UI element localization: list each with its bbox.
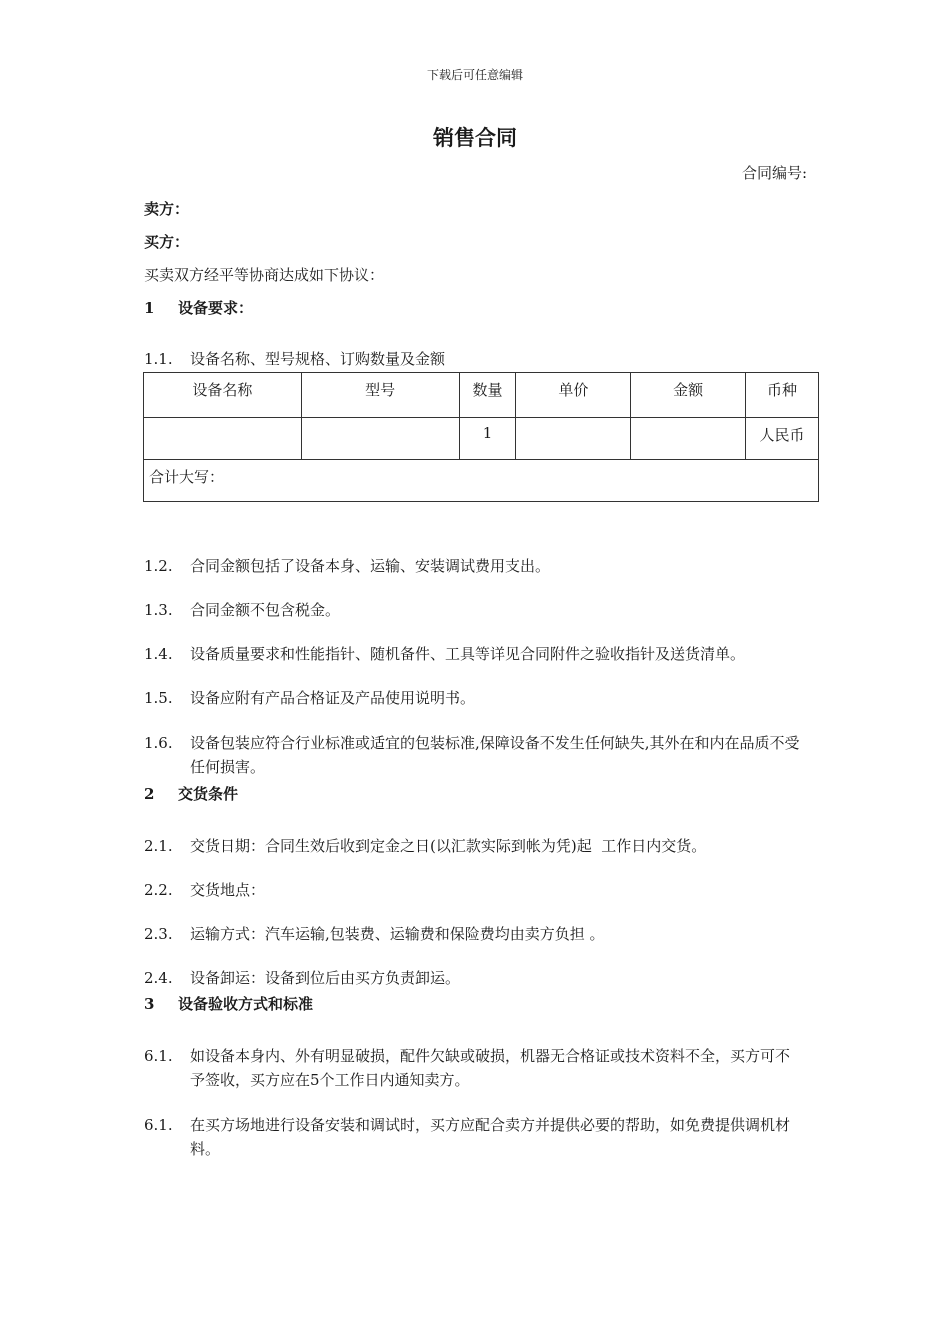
clause-item	[144, 642, 824, 666]
clause-text: 如设备本身内、外有明显破损，配件欠缺或破损，机器无合格证或技术资料不全，买方可不予签收，买方应在5个工作日内通知卖方。	[190, 1047, 791, 1089]
clause-text: 合同金额包括了设备本身、运输、安装调试费用支出。	[190, 557, 551, 575]
clause-text: 设备质量要求和性能指针、随机备件、工具等详见合同附件之验收指针及送货清单。	[190, 645, 746, 663]
clause-text: 设备卸运：设备到位后由买方负责卸运。	[190, 969, 461, 987]
clause-number: 1.2.	[144, 557, 173, 575]
clause-item	[144, 598, 824, 622]
section-heading	[144, 993, 313, 1014]
clause-item	[144, 834, 824, 858]
section-number: 2	[144, 785, 155, 803]
table-header-cell: 型号	[301, 373, 459, 418]
total-amount-label: 合计大写：	[144, 460, 819, 502]
table-cell	[516, 418, 631, 460]
clause-text: 在买方场地进行设备安装和调试时，买方应配合卖方并提供必要的帮助，如免费提供调机材料。	[190, 1116, 791, 1158]
table-cell	[144, 418, 302, 460]
clause-item	[144, 554, 824, 578]
clause-text: 设备应附有产品合格证及产品使用说明书。	[190, 689, 476, 707]
clause-text: 交货地点：	[190, 881, 266, 899]
table-total-row	[144, 460, 819, 502]
seller-label: 卖方：	[144, 200, 190, 218]
clause-number: 1.1.	[144, 350, 173, 368]
clause-number: 6.1.	[144, 1047, 173, 1065]
clause-item	[144, 1044, 792, 1092]
equipment-table	[143, 372, 819, 502]
clause-text: 设备包装应符合行业标准或适宜的包装标准,保障设备不发生任何缺失,其外在和内在品质不受任何损害。	[190, 734, 800, 776]
clause-item	[144, 966, 824, 990]
document-title: 销售合同	[433, 125, 517, 150]
section-heading	[144, 783, 238, 804]
buyer-label: 买方：	[144, 233, 190, 251]
contract-number-label: 合同编号:	[741, 164, 807, 182]
clause-text: 合同金额不包含税金。	[190, 601, 341, 619]
section-title: 设备要求：	[178, 299, 254, 317]
clause-number: 1.5.	[144, 689, 173, 707]
clause-text: 交货日期：合同生效后收到定金之日(以汇款实际到帐为凭)起 工作日内交货。	[190, 837, 707, 855]
table-header-cell: 金额	[631, 373, 746, 418]
clause-number: 6.1.	[144, 1116, 173, 1134]
clause-number: 2.1.	[144, 837, 173, 855]
clause-item	[144, 922, 824, 946]
clause-number: 1.3.	[144, 601, 173, 619]
clause-item	[144, 1113, 800, 1161]
clause-number: 2.4.	[144, 969, 173, 987]
section-title: 交货条件	[178, 785, 239, 803]
clause-item	[144, 731, 806, 779]
table-cell	[631, 418, 746, 460]
section-number: 1	[144, 299, 155, 317]
section-heading	[144, 297, 253, 318]
clause-number: 2.2.	[144, 881, 173, 899]
table-cell	[301, 418, 459, 460]
clause-text: 运输方式：汽车运输,包装费、运输费和保险费均由卖方负担 。	[190, 925, 605, 943]
table-header-row	[144, 373, 819, 418]
clause-number: 1.4.	[144, 645, 173, 663]
table-header-cell: 币种	[746, 373, 819, 418]
table-cell: 人民币	[746, 418, 819, 460]
intro-text: 买卖双方经平等协商达成如下协议：	[144, 266, 385, 284]
table-header-cell: 单价	[516, 373, 631, 418]
table-header-cell: 数量	[459, 373, 516, 418]
clause-number: 1.6.	[144, 734, 173, 752]
clause-number: 2.3.	[144, 925, 173, 943]
clause-item	[144, 347, 824, 371]
section-number: 3	[144, 995, 155, 1013]
clause-text: 设备名称、型号规格、订购数量及金额	[190, 350, 446, 368]
clause-item	[144, 686, 824, 710]
header-note: 下载后可任意编辑	[426, 68, 523, 82]
section-title: 设备验收方式和标准	[178, 995, 314, 1013]
table-header-cell: 设备名称	[144, 373, 302, 418]
clause-item	[144, 878, 824, 902]
table-row	[144, 418, 819, 460]
table-cell: 1	[459, 418, 516, 460]
